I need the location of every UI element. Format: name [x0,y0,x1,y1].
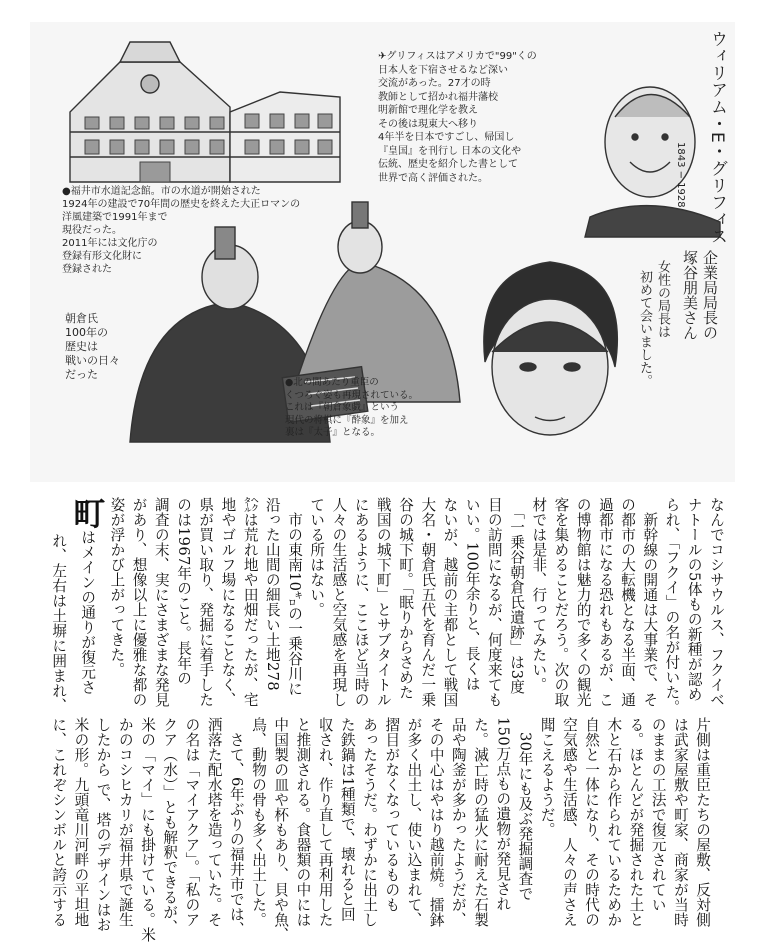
article-line: と推測される。食器類の中には [294,717,312,927]
article-line: 収され、作り直して再利用した [316,717,334,927]
article-line: 30年にも及ぶ発掘調査で [516,717,534,902]
tsukatani-note-2: 初めて会いました。 [637,270,652,387]
article-line: 沿った山間の細長い土地278 [263,497,281,692]
article-upper-block [47,497,727,715]
article-line: 片側は重臣たちの屋敷、反対側 [694,717,712,927]
griffis-portrait-sketch [585,87,720,237]
article-line: 自然と一体になり、その時代の [583,717,601,927]
article-line: 空気感や生活感、人々の声さえ [560,717,578,927]
article-line: が多く出土し、使い込まれて、 [405,717,423,927]
article-line: 大名・朝倉氏五代を育んだ一乗 [419,497,437,707]
article-line: 中国製の皿や杯もあり、貝や魚、 [272,717,290,942]
article-line: 客を集めることだろう。次の取 [552,497,570,707]
article-line: の博物館は魅力的で多くの観光 [574,497,592,707]
griffis-years-label: 1843 − 1928 [675,142,686,208]
article-line: 人々の生活感と空気感を再現し [330,497,348,707]
article-line: ㌶は荒れ地や田畑だったが、宅 [241,497,259,707]
article-line: したから で、塔のデザインはお [94,717,112,933]
drop-cap-line-text: はメインの通りが復元さ [79,529,97,695]
shogi-caption: ●北の間あたり重臣の くつろぐ姿も再現されている。 これは『朝倉象戯』という 現代の将棋に『酔象』を加え 裏は『太子』となる。 [285,377,419,438]
article-line: 材では是非、行ってみたい。 [530,497,548,692]
article-line: 地やゴルフ場になることなく、 [219,497,237,707]
article-line: 姿が浮かび上がってきた。 [108,497,126,677]
article-line: 調査の末、実にさまざまな発見 [152,497,170,707]
article-line: 米の形。九頭竜川河畔の平坦地 [72,717,90,927]
article-line: に、これぞシンボルと誇示する [50,717,68,927]
article-line: かのコシヒカリが福井県で誕生 [116,717,134,927]
article-line: クア（水）」とも解釈できるが、 [161,717,179,935]
article-line: さて、6年ぶりの福井市では、 [227,717,245,937]
article-line: 品や陶釜が多かったようだが、 [449,717,467,927]
article-line: いい。100年余りと、長くは [463,497,481,692]
article-line: 米の「マイ」にも掛けている。米 [139,717,157,942]
griffis-name-label: ウィリアム・E・グリフィス [707,30,727,245]
article-line: のは1967年のこと。長年の [175,497,193,686]
pencil-illustration [30,22,735,482]
article-line: その中心はやはり越前焼。擂鉢 [427,717,445,927]
article-line: の都市の大転機となる半面、通 [619,497,637,707]
drop-cap-line-text: れ、左右は土塀に囲まれ、 [50,533,68,713]
article-line: ナトールの5体もの新種が認め [685,497,703,702]
article-line: 洒落た配水塔を造っていた。そ [205,717,223,927]
suido-kinenkan-building-sketch [70,42,340,182]
tsukatani-title-label: 企業局局長の [701,250,719,340]
article-line: 150万点もの遺物が発見され [494,717,512,912]
article-line: 摺目がなくなっているものも [383,717,401,912]
article-line: 谷の城下町。「眠りからさめた [397,497,415,700]
drop-cap-line-1 [69,497,105,705]
article-line: られ、「フクイ」の名が付いた。 [663,497,681,715]
tsukatani-name-label: 塚谷朋美さん [681,250,699,340]
article-line: 木と石から作られているためか [605,717,623,927]
drop-cap-line-2 [47,497,69,713]
article-line: 鳥、動物の骨も多く出土した。 [250,717,268,927]
article-line: ている所はない。 [308,497,326,617]
article-line: あったそうだ。わずかに出土し [361,717,379,927]
article-line: 目の訪問になるが、何度来ても [485,497,503,707]
article-line: 新幹線の開通は大事業で、そ [641,497,659,707]
asakura-caption: 朝倉氏 100年の 歴史は 戦いの日々 だった [65,312,120,381]
article-line: なんでコシサウルス、フクイベ [707,497,725,707]
griffis-caption: ✈グリフィスはアメリカで"99"くの 日本人を下宿させるなど深い 交流があった。27才の時 教師として招かれ福井藩校 明新館で理化学を教え その後は現東大へ移り 4年半を日本ですごし、帰国し 『皇国』を刊行し 日本の文化や 伝統、歴史を紹介した書として 世界で高く評価された。 [378,51,537,184]
suido-kinenkan-caption: ●福井市水道記念館。市の水道が開始された 1924年の建設で70年間の歴史を終えた大正ロマンの 洋風建築で1991年まで 現役だった。 2011年には文化庁の 登録有形文化財に 登録された [62,186,301,275]
article-line: 県が買い取り、発掘に着手した [197,497,215,707]
article-line: た。滅亡時の猛火に耐えた石製 [472,717,490,927]
article-line: の名は「マイアクア」。「私のア [183,717,201,928]
article-line: 市の東南10㌔の一乗谷川に [286,497,304,697]
drop-cap-character: 町 [68,497,107,530]
article-line: た鉄鍋は1種類で、壊れると回 [338,717,356,922]
article-line: は武家屋敷や町家、商家が当時 [671,717,689,927]
tsukatani-portrait-sketch [484,262,618,435]
article-line: 戦国の城下町」とサブタイトル [374,497,392,707]
article-line: のままの工法で復元されてい [649,717,667,912]
article-lower-block [47,717,713,942]
article-line: 「一乗谷朝倉氏遺跡」は3度 [508,497,526,695]
article-line: にあるように、ここほど当時の [352,497,370,707]
article-line: 聞こえるようだ。 [538,717,556,837]
article-line: る。ほとんどが発掘された土と [627,717,645,927]
article-line: 過都市になる恐れもあるが、こ [596,497,614,707]
tsukatani-note-1: 女性の局長は [655,260,670,338]
article-line: ないが、越前の主都として戦国 [441,497,459,707]
article-line: があり、想像以上に優雅な都の [130,497,148,707]
